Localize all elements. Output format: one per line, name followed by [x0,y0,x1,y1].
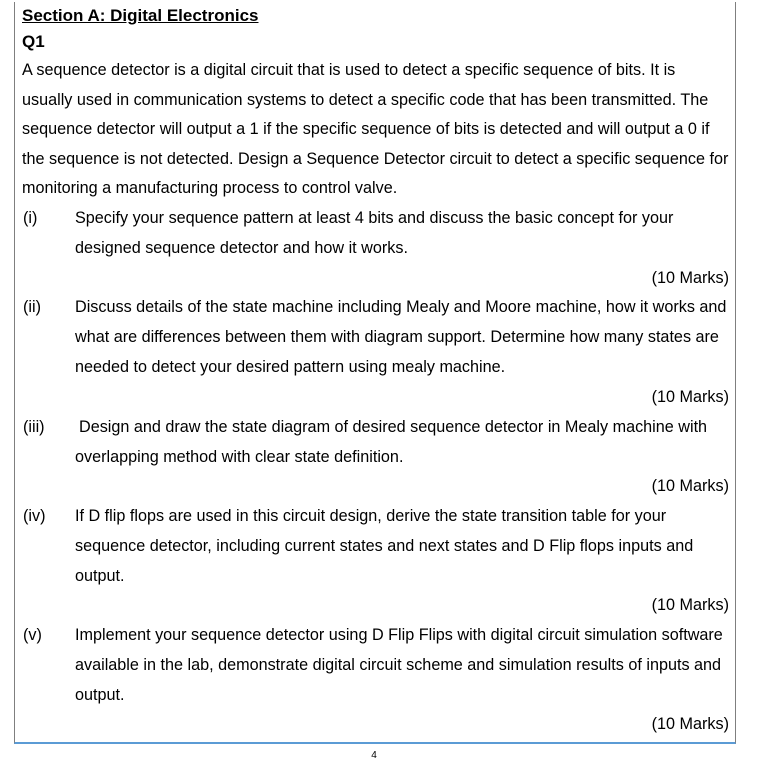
section-title: Section A: Digital Electronics [22,6,259,25]
sub-question-text [23,204,729,264]
sub-question-text [23,413,729,473]
sub-question-body: If D flip flops are used in this circuit design, derive the state transition table for your sequence detector, including current states and next states and D Flip flops inputs and output. [75,507,694,585]
sub-question-number: (iii) [23,418,45,436]
sub-question-3 [23,413,729,473]
sub-question-body: Implement your sequence detector using D Flip Flips with digital circuit simulation software available in the lab, demonstrate digital circuit scheme and simulation results of inputs and output. [75,626,723,704]
sub-question-4 [23,502,729,591]
page-number: 4 [371,750,377,761]
sub-question-text [23,293,729,382]
sub-question-text [23,621,729,710]
sub-question-2 [23,293,729,382]
marks-label-1: (10 Marks) [651,269,729,287]
sub-question-body: Specify your sequence pattern at least 4 bits and discuss the basic concept for your designed sequence detector and how it works. [75,209,674,257]
sub-question-body: Design and draw the state diagram of desired sequence detector in Mealy machine with overlapping method with clear state definition. [75,418,708,466]
question-intro: A sequence detector is a digital circuit that is used to detect a specific sequence of bits. It is usually used in communication systems to detect a specific code that has been transmitted. The sequence detector will output a 1 if the specific sequence of bits is detected and will output a 0 if the sequence is not detected. Design a Sequence Detector circuit to detect a specific sequence for monitoring a manufacturing process to control valve. [22,61,729,198]
marks-label-5: (10 Marks) [651,715,729,733]
sub-question-5 [23,621,729,710]
sub-question-body: Discuss details of the state machine including Mealy and Moore machine, how it works and what are differences between them with diagram support. Determine how many states are needed to detect your desired pattern using mealy machine. [75,298,727,376]
marks-label-2: (10 Marks) [651,388,729,406]
sub-question-number: (ii) [23,298,41,316]
marks-label-3: (10 Marks) [651,477,729,495]
sub-question-number: (i) [23,209,38,227]
sub-question-1 [23,204,729,264]
question-label: Q1 [22,32,45,51]
sub-question-number: (v) [23,626,42,644]
marks-label-4: (10 Marks) [651,596,729,614]
sub-question-text [23,502,729,591]
sub-question-number: (iv) [23,507,46,525]
